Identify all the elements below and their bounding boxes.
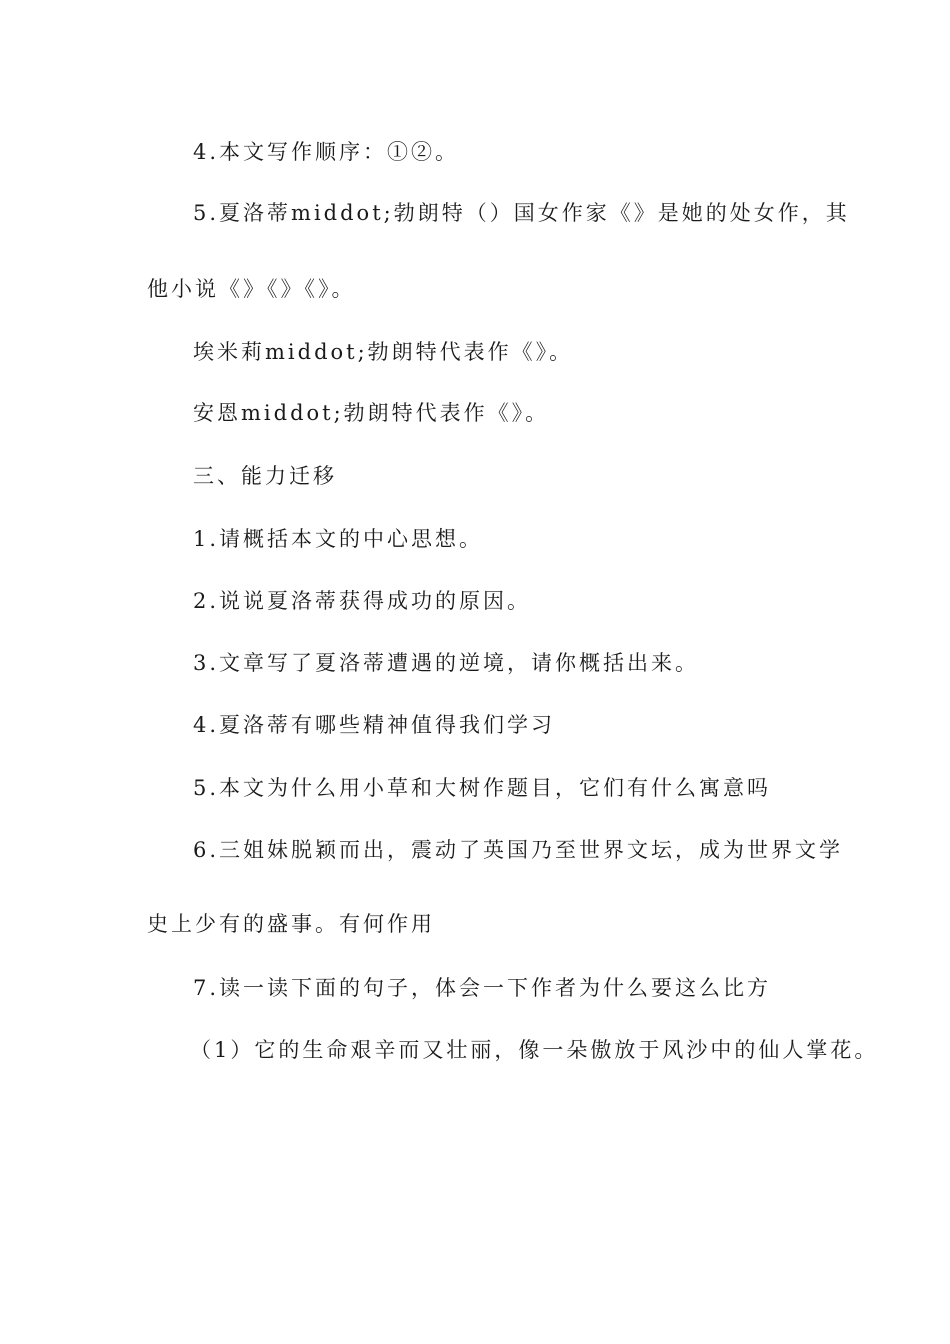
paragraph-line: 他小说《》《》《》。 bbox=[147, 277, 356, 301]
question-item-continued: 史上少有的盛事。有何作用 bbox=[147, 912, 435, 936]
paragraph-line: 埃米莉middot;勃朗特代表作《》。 bbox=[193, 340, 574, 364]
question-item: 1.请概括本文的中心思想。 bbox=[193, 527, 484, 551]
sub-question-item: （1）它的生命艰辛而又壮丽，像一朵傲放于风沙中的仙人掌花。 bbox=[190, 1038, 879, 1062]
question-item: 4.夏洛蒂有哪些精神值得我们学习 bbox=[193, 713, 556, 737]
question-item: 2.说说夏洛蒂获得成功的原因。 bbox=[193, 589, 532, 613]
question-item: 3.文章写了夏洛蒂遭遇的逆境，请你概括出来。 bbox=[193, 651, 700, 675]
section-heading: 三、能力迁移 bbox=[193, 464, 337, 488]
paragraph-line: 4.本文写作顺序：①②。 bbox=[193, 140, 460, 164]
question-item: 7.读一读下面的句子，体会一下作者为什么要这么比方 bbox=[193, 976, 772, 1000]
question-item: 5.本文为什么用小草和大树作题目，它们有什么寓意吗 bbox=[193, 776, 772, 800]
question-item: 6.三姐妹脱颖而出，震动了英国乃至世界文坛，成为世界文学 bbox=[193, 838, 844, 862]
paragraph-line: 安恩middot;勃朗特代表作《》。 bbox=[193, 401, 550, 425]
paragraph-line: 5.夏洛蒂middot;勃朗特（）国女作家《》是她的处女作，其 bbox=[193, 201, 850, 225]
